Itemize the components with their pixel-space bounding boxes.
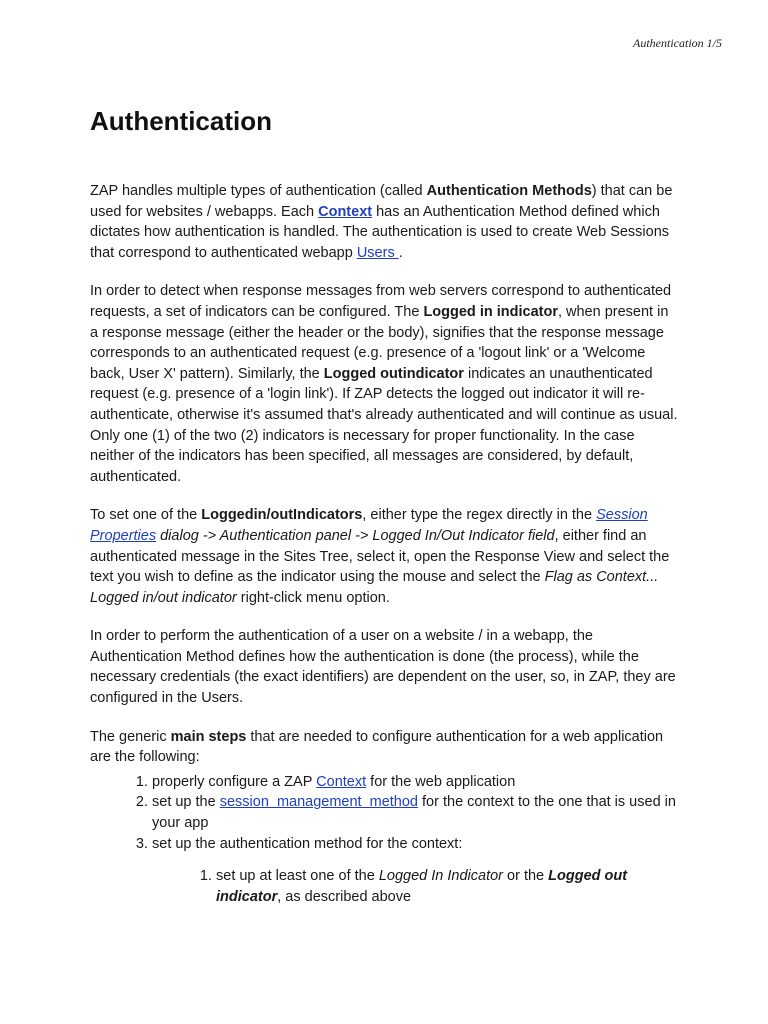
steps-list xyxy=(90,772,680,908)
text: , either type the regex directly in the xyxy=(362,507,597,524)
paragraph-indicators xyxy=(90,281,680,487)
session-properties-link[interactable]: Session Properties xyxy=(90,507,648,544)
term-logged-in-indicator: Logged in indicator xyxy=(423,303,558,320)
text-italic: dialog -> Authentication panel -> Logged In/Out Indicator field xyxy=(156,527,555,544)
text: ZAP handles multiple types of authentication (called xyxy=(90,183,427,199)
session-management-method-link[interactable]: session management method xyxy=(219,794,418,811)
term-logged-out-indicator: Logged outindicator xyxy=(323,365,464,382)
text: The generic xyxy=(90,728,171,745)
document-body xyxy=(90,106,680,907)
sub-steps-list xyxy=(152,866,680,907)
text: To set one of the xyxy=(90,507,202,524)
running-head: Authentication 1/5 xyxy=(633,36,722,50)
text: right-click menu option. xyxy=(236,589,390,606)
list-item: 1. set up at least one of the Logged In Indicator or the Logged out indicator, as described above xyxy=(216,866,680,907)
text: . xyxy=(398,244,403,261)
text: In order to detect when response messages from web servers correspond to authenticated requests, a set of indicators can be configured. The xyxy=(90,283,672,320)
term-main-steps: main steps xyxy=(170,728,247,745)
text: , when present in a response message (either the header or the body), signifies that the response message corresponds to an authenticated request (e.g. presence of a 'logout link' or a 'Welcome back, User X' pattern). Similarly, the xyxy=(90,303,669,382)
term-loggedin-out-indicators: Loggedin/outIndicators xyxy=(201,507,363,524)
text: that are needed to configure authentication for a web application are the following: xyxy=(90,728,664,766)
paragraph-credentials: In order to perform the authentication of a user on a website / in a webapp, the Authentication Method defines how the authentication is done (the process), while the necessary credentials (the exact identifiers) are dependent on the user, so, in ZAP, they are configured in the Users. xyxy=(90,628,676,707)
text: ) that can be used for websites / webapps. Each xyxy=(90,183,673,220)
paragraph-intro xyxy=(90,181,680,263)
context-link[interactable]: Context xyxy=(318,203,373,220)
page-title: Authentication xyxy=(90,106,272,136)
list-item: 3. set up the authentication method for the context: 1. set up at least one of the Logged In Indicator or the Logged out indicator, as described above xyxy=(152,834,680,908)
list-item: 1. properly configure a ZAP Context for the web application xyxy=(152,772,680,793)
context-link[interactable]: Context xyxy=(316,773,367,790)
users-link[interactable]: Users xyxy=(356,244,399,261)
text: indicates an unauthenticated request (e.g. presence of a 'login link'). If ZAP detects the logged out indicator it will re-authenticate, otherwise it's assumed that's already authenticated and will continue as usual. Only one (1) of the two (2) indicators is necessary for proper functionality. In the case neither of the indicators has been specified, all messages are considered, by default, authenticated. xyxy=(90,365,678,485)
text: , either find an authenticated message in the Sites Tree, select it, open the Response View and select the text you wish to define as the indicator using the mouse and select the xyxy=(90,527,670,586)
paragraph-main-steps xyxy=(90,727,680,768)
list-item: 2. set up the session management method for the context to the one that is used in your app xyxy=(152,792,680,833)
text: has an Authentication Method defined which dictates how authentication is handled. The authentication is used to create Web Sessions that correspond to authenticated webapp xyxy=(90,203,670,261)
term-authentication-methods: Authentication Methods xyxy=(426,183,592,199)
paragraph-set-indicators xyxy=(90,505,680,608)
text-italic: Flag as Context... Logged in/out indicator xyxy=(90,569,659,606)
